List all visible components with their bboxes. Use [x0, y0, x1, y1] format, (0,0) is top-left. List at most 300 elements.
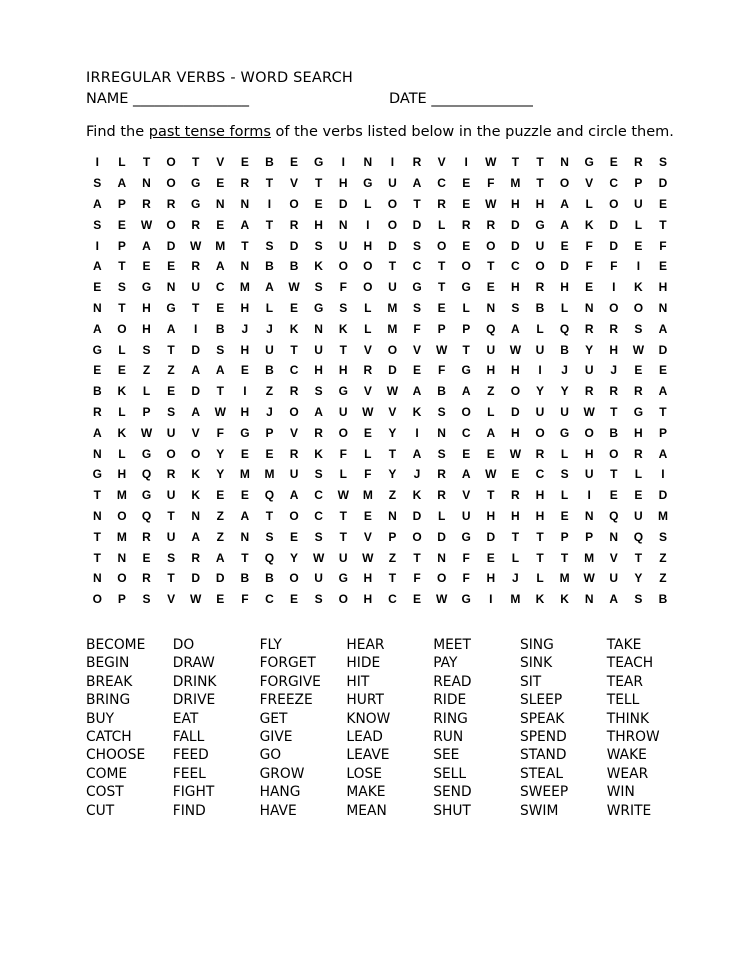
grid-letter: S — [117, 280, 126, 295]
word-list-column — [607, 636, 694, 820]
grid-letter: T — [413, 196, 421, 211]
grid-letter: T — [487, 259, 495, 274]
grid-letter: F — [487, 176, 495, 191]
grid-letter: E — [290, 155, 299, 170]
word-list-column — [86, 636, 173, 820]
grid-letter: U — [338, 404, 348, 419]
grid-letter: G — [141, 280, 152, 295]
grid-letter: E — [658, 259, 667, 274]
grid-letter: O — [289, 196, 299, 211]
grid-letter: W — [509, 446, 522, 461]
grid-letter: L — [560, 488, 569, 503]
grid-letter: E — [413, 363, 422, 378]
grid-letter: N — [166, 280, 176, 295]
grid-letter: W — [362, 404, 374, 419]
grid-letter: U — [560, 404, 569, 419]
verb-item: RIDE — [433, 692, 467, 709]
grid-letter: E — [142, 259, 151, 274]
grid-letter: U — [191, 280, 200, 295]
grid-letter: D — [191, 571, 200, 586]
grid-letter: A — [265, 280, 274, 295]
grid-letter: C — [511, 259, 520, 274]
grid-letter: T — [339, 529, 347, 544]
grid-letter: O — [412, 529, 422, 544]
grid-letter: H — [142, 300, 151, 315]
grid-letter: J — [241, 321, 249, 336]
grid-letter: D — [412, 508, 422, 523]
grid-letter: N — [388, 508, 397, 523]
grid-letter: N — [191, 508, 200, 523]
grid-letter: D — [191, 384, 200, 399]
grid-letter: Q — [609, 508, 619, 523]
grid-letter: D — [437, 529, 446, 544]
grid-row — [85, 485, 700, 506]
grid-letter: U — [338, 238, 348, 253]
verb-item: EAT — [172, 710, 199, 727]
verb-item: SWIM — [519, 802, 559, 819]
grid-letter: I — [538, 363, 542, 378]
grid-letter: A — [560, 196, 569, 211]
grid-letter: E — [462, 196, 471, 211]
grid-letter: S — [93, 217, 102, 232]
verb-item: CUT — [86, 802, 115, 819]
grid-letter: T — [634, 550, 643, 565]
grid-letter: B — [560, 342, 569, 357]
grid-letter: S — [314, 529, 323, 544]
grid-letter: F — [364, 467, 372, 482]
verb-item: CATCH — [86, 728, 132, 745]
grid-letter: L — [536, 321, 544, 336]
verb-item: SPEAK — [519, 710, 565, 727]
grid-letter: A — [658, 321, 668, 336]
grid-letter: E — [314, 196, 323, 211]
grid-letter: A — [412, 384, 422, 399]
grid-letter: I — [390, 155, 395, 170]
grid-letter: A — [314, 404, 323, 419]
grid-letter: A — [142, 238, 151, 253]
grid-letter: E — [290, 529, 299, 544]
grid-letter: W — [214, 404, 226, 419]
verb-item: HEAR — [346, 637, 385, 653]
grid-letter: H — [511, 196, 520, 211]
grid-letter: E — [462, 446, 471, 461]
grid-letter: H — [486, 571, 496, 586]
grid-letter: L — [536, 571, 544, 586]
verb-item: THROW — [606, 728, 660, 745]
verb-item: DRINK — [172, 673, 217, 690]
verb-item: SLEEP — [519, 692, 563, 709]
grid-letter: T — [167, 342, 175, 357]
grid-letter: A — [240, 508, 250, 523]
verb-item: STEAL — [519, 765, 564, 782]
grid-row — [85, 214, 700, 235]
grid-letter: O — [436, 571, 447, 586]
grid-letter: G — [461, 592, 471, 607]
grid-letter: D — [191, 342, 200, 357]
grid-letter: T — [93, 550, 101, 565]
grid-letter: U — [634, 508, 643, 523]
worksheet-title: IRREGULAR VERBS - WORD SEARCH — [86, 70, 354, 86]
grid-letter: V — [216, 155, 225, 170]
grid-letter: Z — [216, 508, 224, 523]
grid-letter: S — [314, 467, 323, 482]
grid-letter: L — [364, 196, 372, 211]
grid-letter: G — [461, 363, 471, 378]
grid-letter: G — [535, 217, 545, 232]
grid-letter: W — [190, 238, 202, 253]
grid-letter: L — [364, 321, 372, 336]
verb-item: SING — [519, 637, 554, 653]
grid-letter: L — [118, 446, 126, 461]
verb-item: COST — [86, 784, 124, 801]
grid-letter: T — [118, 259, 126, 274]
grid-letter: E — [585, 280, 594, 295]
grid-letter: H — [584, 446, 594, 461]
word-list-column — [433, 636, 520, 820]
grid-letter: E — [658, 196, 667, 211]
grid-letter: U — [388, 280, 397, 295]
grid-letter: T — [659, 217, 667, 232]
grid-letter: T — [167, 508, 175, 523]
grid-letter: A — [191, 404, 200, 419]
verb-item: HIDE — [346, 655, 381, 672]
grid-letter: R — [437, 467, 446, 482]
verb-item: SIT — [519, 673, 542, 690]
grid-letter: D — [412, 217, 422, 232]
grid-letter: H — [338, 176, 348, 191]
grid-letter: E — [658, 363, 667, 378]
grid-letter: A — [511, 321, 520, 336]
grid-letter: O — [609, 300, 619, 315]
verb-item: THINK — [606, 710, 650, 727]
grid-letter: J — [266, 321, 273, 336]
grid-letter: T — [192, 300, 200, 315]
grid-letter: O — [510, 384, 521, 399]
grid-letter: W — [509, 342, 522, 357]
verb-item: FALL — [172, 728, 205, 745]
grid-letter: M — [116, 488, 127, 503]
grid-letter: F — [462, 571, 470, 586]
verb-item: READ — [433, 673, 472, 690]
grid-letter: E — [265, 446, 274, 461]
grid-letter: T — [93, 488, 101, 503]
grid-letter: Q — [264, 550, 275, 565]
grid-letter: T — [388, 571, 397, 586]
verb-item: FIND — [172, 802, 206, 819]
grid-letter: K — [117, 425, 127, 440]
verb-item: LEAD — [346, 728, 383, 745]
grid-letter: Q — [559, 321, 570, 336]
grid-letter: S — [314, 592, 323, 607]
verb-item: RUN — [433, 728, 464, 745]
grid-letter: R — [634, 155, 643, 170]
grid-letter: V — [191, 425, 200, 440]
grid-letter: Z — [216, 529, 224, 544]
verb-item: STAND — [519, 747, 567, 764]
grid-letter: T — [487, 488, 495, 503]
grid-letter: A — [560, 217, 569, 232]
grid-letter: C — [388, 592, 397, 607]
grid-letter: G — [166, 300, 176, 315]
grid-letter: E — [216, 176, 225, 191]
grid-letter: K — [412, 404, 422, 419]
grid-row — [85, 422, 700, 443]
grid-letter: K — [338, 321, 348, 336]
grid-letter: D — [609, 238, 619, 253]
verb-item: SINK — [519, 655, 553, 672]
grid-letter: O — [338, 259, 348, 274]
grid-letter: I — [489, 592, 493, 607]
grid-letter: O — [486, 238, 496, 253]
verb-item: WAKE — [606, 747, 647, 764]
grid-row — [85, 235, 700, 256]
grid-letter: O — [191, 446, 201, 461]
grid-row — [85, 506, 700, 527]
grid-letter: B — [265, 363, 274, 378]
grid-letter: A — [166, 321, 176, 336]
grid-letter: K — [535, 592, 545, 607]
grid-letter: W — [140, 425, 153, 440]
verb-item: GET — [259, 710, 288, 727]
grid-letter: O — [117, 508, 127, 523]
grid-letter: S — [142, 342, 151, 357]
grid-letter: S — [314, 280, 323, 295]
grid-letter: R — [289, 446, 299, 461]
grid-letter: S — [93, 176, 102, 191]
grid-letter: R — [535, 446, 545, 461]
grid-letter: D — [658, 176, 668, 191]
grid-letter: I — [415, 425, 419, 440]
word-list-column — [520, 636, 607, 820]
verb-item: HAVE — [259, 802, 297, 819]
grid-letter: L — [118, 404, 126, 419]
grid-letter: F — [585, 238, 593, 253]
grid-letter: G — [92, 467, 102, 482]
grid-letter: E — [486, 446, 495, 461]
grid-letter: A — [191, 363, 200, 378]
grid-letter: R — [584, 384, 594, 399]
grid-letter: W — [435, 592, 448, 607]
grid-letter: M — [559, 571, 570, 586]
grid-letter: P — [560, 529, 569, 544]
grid-letter: O — [289, 508, 299, 523]
grid-letter: R — [142, 529, 151, 544]
grid-letter: A — [191, 529, 200, 544]
grid-letter: L — [364, 300, 372, 315]
grid-letter: L — [560, 300, 569, 315]
grid-letter: Z — [167, 363, 175, 378]
verb-item: TEACH — [606, 655, 654, 672]
grid-letter: R — [289, 217, 299, 232]
word-list-column — [173, 636, 260, 820]
grid-letter: A — [461, 384, 471, 399]
grid-letter: N — [437, 425, 446, 440]
grid-letter: I — [194, 321, 198, 336]
grid-letter: E — [609, 155, 618, 170]
grid-letter: J — [266, 404, 273, 419]
verb-item: GROW — [259, 765, 305, 782]
grid-letter: N — [92, 446, 102, 461]
grid-letter: S — [511, 300, 520, 315]
grid-letter: I — [243, 384, 247, 399]
grid-letter: S — [314, 238, 323, 253]
grid-letter: R — [535, 280, 545, 295]
grid-letter: L — [437, 217, 446, 232]
grid-letter: E — [634, 488, 643, 503]
grid-letter: A — [92, 425, 102, 440]
verb-item: FORGET — [259, 655, 316, 672]
grid-row — [85, 360, 700, 381]
grid-letter: B — [215, 321, 225, 336]
name-field: NAME ________________ — [86, 91, 250, 107]
grid-letter: U — [461, 508, 471, 523]
grid-letter: D — [511, 404, 520, 419]
grid-letter: O — [166, 446, 176, 461]
grid-letter: S — [658, 529, 667, 544]
grid-letter: U — [166, 488, 176, 503]
grid-letter: L — [560, 446, 569, 461]
grid-letter: W — [485, 155, 497, 170]
grid-letter: D — [338, 196, 348, 211]
grid-letter: R — [191, 217, 200, 232]
grid-row — [85, 589, 700, 610]
grid-letter: W — [288, 280, 300, 295]
grid-letter: R — [191, 550, 200, 565]
grid-letter: H — [338, 363, 348, 378]
grid-letter: E — [363, 425, 372, 440]
grid-letter: U — [289, 467, 299, 482]
grid-letter: I — [95, 238, 99, 253]
grid-letter: N — [92, 508, 102, 523]
grid-row — [85, 256, 700, 277]
grid-letter: I — [661, 467, 665, 482]
grid-row — [85, 547, 700, 568]
grid-letter: O — [289, 571, 299, 586]
grid-letter: O — [535, 425, 545, 440]
grid-letter: F — [216, 425, 224, 440]
grid-row — [85, 277, 700, 298]
grid-letter: D — [486, 529, 496, 544]
verb-item: GO — [259, 747, 282, 764]
grid-letter: T — [536, 529, 544, 544]
grid-letter: V — [290, 176, 299, 191]
grid-letter: A — [92, 196, 102, 211]
grid-letter: U — [388, 176, 397, 191]
grid-letter: T — [536, 155, 544, 170]
grid-letter: P — [585, 529, 594, 544]
date-field: DATE ______________ — [389, 91, 533, 107]
grid-letter: K — [117, 384, 127, 399]
grid-letter: F — [610, 259, 618, 274]
grid-letter: Z — [142, 363, 151, 378]
grid-letter: B — [265, 259, 274, 274]
grid-letter: H — [314, 363, 323, 378]
grid-letter: V — [363, 384, 372, 399]
grid-letter: E — [216, 592, 225, 607]
grid-letter: T — [216, 384, 224, 399]
grid-letter: N — [92, 571, 102, 586]
grid-letter: I — [366, 217, 370, 232]
grid-row — [85, 526, 700, 547]
grid-letter: K — [289, 321, 299, 336]
grid-letter: T — [241, 550, 249, 565]
grid-letter: S — [634, 592, 643, 607]
grid-row — [85, 173, 700, 194]
grid-letter: T — [413, 550, 421, 565]
grid-letter: W — [485, 467, 497, 482]
grid-letter: E — [486, 280, 495, 295]
grid-letter: R — [92, 404, 102, 419]
grid-letter: R — [609, 321, 619, 336]
grid-letter: H — [511, 425, 520, 440]
grid-letter: I — [267, 196, 272, 211]
grid-letter: B — [535, 300, 545, 315]
grid-letter: F — [585, 259, 593, 274]
verb-item: HIT — [346, 673, 370, 690]
instructions-pre: Find the — [86, 124, 149, 140]
verb-item: SEE — [433, 747, 460, 764]
grid-letter: S — [167, 404, 176, 419]
grid-letter: Q — [141, 467, 152, 482]
verb-item: WRITE — [606, 802, 652, 819]
grid-letter: E — [634, 363, 643, 378]
grid-letter: U — [338, 550, 348, 565]
grid-letter: H — [142, 321, 151, 336]
grid-letter: U — [609, 571, 619, 586]
verb-word-list — [86, 636, 694, 820]
grid-letter: R — [289, 384, 299, 399]
grid-letter: R — [486, 217, 496, 232]
grid-letter: U — [265, 342, 274, 357]
grid-letter: Y — [216, 467, 225, 482]
grid-letter: Q — [264, 488, 275, 503]
grid-letter: A — [658, 384, 668, 399]
grid-letter: A — [215, 363, 225, 378]
grid-letter: B — [265, 571, 274, 586]
verb-item: WEAR — [606, 765, 649, 782]
grid-letter: O — [338, 425, 348, 440]
verb-item: BRING — [86, 692, 131, 709]
grid-letter: V — [413, 342, 422, 357]
verb-item: LEAVE — [346, 747, 390, 764]
grid-letter: N — [584, 592, 594, 607]
grid-letter: G — [92, 342, 102, 357]
verb-item: DO — [172, 637, 195, 653]
grid-letter: D — [511, 217, 520, 232]
grid-letter: Y — [216, 446, 225, 461]
grid-letter: D — [388, 363, 397, 378]
grid-letter: E — [240, 363, 249, 378]
verb-item: HANG — [259, 784, 301, 801]
grid-letter: G — [461, 280, 471, 295]
grid-letter: O — [166, 176, 176, 191]
grid-letter: N — [240, 196, 250, 211]
grid-letter: O — [387, 342, 398, 357]
grid-letter: O — [363, 280, 373, 295]
grid-letter: O — [387, 217, 398, 232]
grid-letter: T — [265, 217, 274, 232]
grid-letter: S — [339, 300, 348, 315]
grid-letter: L — [364, 446, 372, 461]
instructions-post: of the verbs listed below in the puzzle and circle them. — [270, 124, 674, 140]
grid-letter: P — [437, 321, 446, 336]
grid-letter: E — [216, 300, 225, 315]
grid-letter: H — [535, 508, 545, 523]
grid-letter: W — [632, 342, 645, 357]
grid-letter: A — [215, 550, 225, 565]
grid-letter: I — [95, 155, 99, 170]
grid-letter: U — [314, 571, 323, 586]
